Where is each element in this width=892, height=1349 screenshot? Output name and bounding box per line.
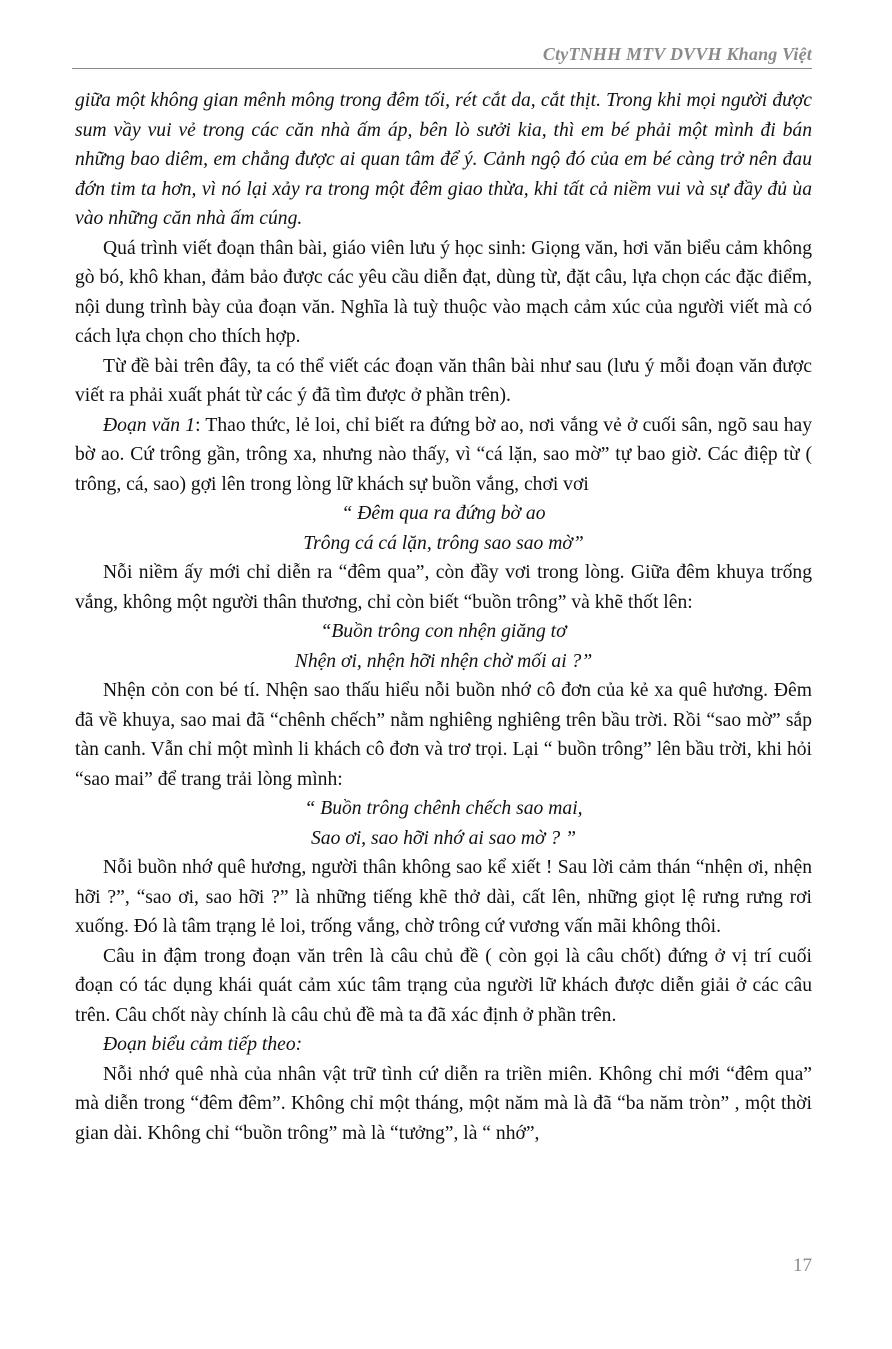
- doan-van-1-colon: :: [195, 414, 201, 436]
- paragraph-nhen: Nhện cỏn con bé tí. Nhện sao thấu hiểu nỗi buồn nhớ cô đơn của kẻ xa quê hương. Đêm đã về khuya, sao mai đã “chênh chếch” nằm nghiêng nghiêng trên bầu trời. Rồi “sao mờ” sắp tàn canh. Vẫn chỉ một mình li khách cô đơn và trơ trọi. Lại “ buồn trông” lên bầu trời, khi hỏi “sao mai” để trang trải lòng mình:: [75, 680, 812, 790]
- verse-1-line-2: Trông cá cá lặn, trông sao sao mờ”: [303, 532, 584, 554]
- paragraph-intro: giữa một không gian mênh mông trong đêm tối, rét cắt da, cắt thịt. Trong khi mọi người được sum vầy vui vẻ trong các căn nhà ấm áp, bên lò sưởi kia, thì em bé phải một mình đi bán những bao diêm, em chẳng được ai quan tâm để ý. Cảnh ngộ đó của em bé càng trở nên đau đớn tim ta hơn, vì nó lại xảy ra trong một đêm giao thừa, khi tất cả niềm vui và sự đầy đủ ùa vào những căn nhà ấm cúng.: [75, 90, 812, 229]
- page-number: 17: [793, 1255, 812, 1276]
- paragraph-noi-nho: Nỗi nhớ quê nhà của nhân vật trữ tình cứ diễn ra triền miên. Không chỉ mới “đêm qua” mà diễn trong “đêm đêm”. Không chỉ một tháng, một năm mà là đã “ba năm tròn” , một thời gian dài. Không chỉ “buồn trông” mà là “tưởng”, là “ nhớ”,: [75, 1063, 812, 1144]
- verse-2-line-1: “Buồn trông con nhện giăng tơ: [320, 621, 567, 642]
- doan-van-1-text: Thao thức, lẻ loi, chỉ biết ra đứng bờ ao, nơi vắng vẻ ở cuối sân, ngõ sau hay bờ ao. Cứ trông gần, trông xa, nhưng nào thấy, vì “cá lặn, sao mờ” tự bao giờ. Các điệp từ ( trông, cá, sao) gợi lên trong lòng lữ khách sự buồn vắng, chơi vơi: [75, 414, 812, 495]
- paragraph-cau-in-dam: Câu in đậm trong đoạn văn trên là câu chủ đề ( còn gọi là câu chốt) đứng ở vị trí cuối đoạn có tác dụng khái quát cảm xúc tâm trạng của người lữ khách được diễn giải ở các câu trên. Câu chốt này chính là câu chủ đề mà ta đã xác định ở phần trên.: [75, 945, 812, 1026]
- paragraph-topic-note: Từ đề bài trên đây, ta có thể viết các đoạn văn thân bài như sau (lưu ý mỗi đoạn văn được viết ra phải xuất phát từ các ý đã tìm được ở phần trên).: [75, 355, 812, 406]
- verse-3-line-2: Sao ơi, sao hỡi nhớ ai sao mờ ? ”: [310, 827, 576, 849]
- paragraph-teacher-note: Quá trình viết đoạn thân bài, giáo viên lưu ý học sinh: Giọng văn, hơi văn biểu cảm không gò bó, khô khan, đảm bảo được các yêu cầu diễn đạt, dùng từ, đặt câu, lựa chọn các đặc điểm, nội dung trình bày của đoạn văn. Nghĩa là tuỳ thuộc vào mạch cảm xúc của người viết mà có cách lựa chọn cho thích hợp.: [75, 237, 812, 347]
- page-header: [72, 42, 812, 69]
- paragraph-noi-niem: Nỗi niềm ấy mới chỉ diễn ra “đêm qua”, còn đầy vơi trong lòng. Giữa đêm khuya trống vắng, không một người thân thương, chỉ còn biết “buồn trông” và khẽ thốt lên:: [75, 562, 812, 613]
- verse-3-line-1: “ Buồn trông chênh chếch sao mai,: [304, 798, 583, 819]
- paragraph-doan-van-1: [75, 411, 812, 500]
- page-content: [75, 86, 812, 1148]
- publisher-name: CtyTNHH MTV DVVH Khang Việt: [542, 44, 812, 64]
- doan-van-1-label: Đoạn văn 1: [103, 414, 196, 436]
- verse-1-line-1: “ Đêm qua ra đứng bờ ao: [341, 503, 546, 524]
- paragraph-noi-buon: Nỗi buồn nhớ quê hương, người thân không sao kể xiết ! Sau lời cảm thán “nhện ơi, nhện hỡi ?”, “sao ơi, sao hỡi ?” là những tiếng khẽ thở dài, cất lên, những giọt lệ rưng rưng rơi xuống. Đó là tâm trạng lẻ loi, trống vắng, chờ trông cứ vương vấn mãi không thôi.: [75, 857, 812, 937]
- verse-2-line-2: Nhện ơi, nhện hỡi nhện chờ mối ai ?”: [294, 650, 593, 672]
- doan-bieu-cam-label: Đoạn biểu cảm tiếp theo:: [103, 1034, 303, 1055]
